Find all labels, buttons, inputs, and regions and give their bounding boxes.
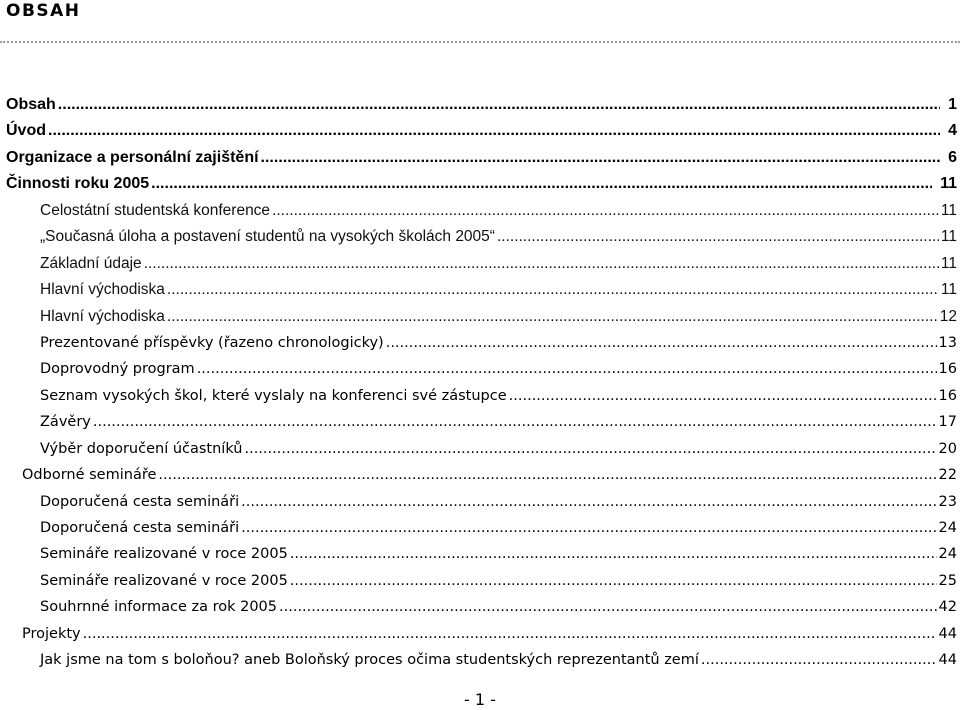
toc-entry-page-number: 11	[940, 281, 957, 299]
toc-entry-page-number: 16	[938, 361, 957, 378]
toc-entry[interactable]	[0, 330, 957, 356]
toc-dot-leader	[701, 647, 937, 673]
toc-entry-label: Projekty	[22, 625, 81, 642]
toc-entry[interactable]	[0, 568, 957, 594]
toc-entry-label: Semináře realizované v roce 2005	[40, 572, 288, 589]
toc-entry[interactable]	[0, 251, 957, 277]
toc-entry-label: Úvod	[6, 122, 46, 140]
toc-entry[interactable]	[0, 304, 957, 330]
toc-dot-leader	[151, 171, 932, 197]
toc-dot-leader	[241, 515, 936, 541]
toc-entry-page-number: 11	[940, 201, 957, 219]
toc-entry-label: Činnosti roku 2005	[6, 175, 150, 193]
toc-entry-label: Hlavní východiska	[40, 281, 165, 299]
toc-entry[interactable]	[0, 594, 957, 620]
toc-entry[interactable]	[0, 118, 957, 144]
toc-entry-page-number: 11	[940, 254, 957, 272]
toc-entry-label: Doporučená cesta semináři	[40, 520, 240, 536]
toc-dot-leader	[261, 145, 941, 171]
toc-entry-page-number: 22	[938, 467, 957, 484]
toc-entry-page-number: 23	[938, 493, 957, 510]
toc-dot-leader	[167, 304, 938, 330]
toc-entry-label: Obsah	[6, 96, 56, 113]
page-title: OBSAH	[6, 1, 81, 21]
toc-entry[interactable]	[0, 515, 957, 541]
toc-entry-label: Výběr doporučení účastníků	[40, 440, 243, 457]
toc-entry[interactable]	[0, 436, 957, 462]
toc-entry-page-number: 6	[948, 148, 957, 166]
toc-entry-page-number: 11	[940, 228, 957, 246]
toc-dot-leader	[167, 277, 939, 303]
toc-dot-leader	[83, 621, 937, 647]
toc-dot-leader	[279, 594, 937, 620]
toc-entry[interactable]	[0, 489, 957, 515]
toc-entry[interactable]	[0, 409, 957, 435]
toc-entry[interactable]	[0, 541, 957, 567]
toc-entry-label: Organizace a personální zajištění	[6, 148, 259, 166]
toc-entry-page-number: 16	[938, 387, 957, 404]
toc-dot-leader	[497, 224, 939, 250]
toc-entry[interactable]	[0, 621, 957, 647]
toc-dot-leader	[158, 462, 936, 488]
toc-entry-page-number: 20	[938, 440, 957, 457]
toc-entry-page-number: 24	[938, 520, 957, 536]
toc-entry[interactable]	[0, 383, 957, 409]
toc-entry[interactable]	[0, 356, 957, 382]
toc-entry[interactable]	[0, 92, 957, 118]
toc-entry-label: „Současná úloha a postavení studentů na vysokých školách 2005“	[40, 228, 495, 246]
toc-dot-leader	[48, 118, 940, 144]
toc-entry-label: Seznam vysokých škol, které vyslaly na konferenci své zástupce	[40, 387, 507, 404]
toc-entry-page-number: 11	[940, 175, 957, 193]
toc-dot-leader	[58, 92, 940, 118]
toc-dot-leader	[290, 568, 937, 594]
toc-entry[interactable]	[0, 198, 957, 224]
toc-entry[interactable]	[0, 171, 957, 197]
toc-entry-label: Souhrnné informace za rok 2005	[40, 599, 278, 616]
table-of-contents	[0, 92, 957, 674]
heading-divider	[0, 41, 960, 43]
toc-dot-leader	[290, 541, 937, 567]
toc-entry-page-number: 24	[938, 546, 957, 563]
toc-entry-label: Základní údaje	[40, 254, 142, 272]
toc-entry-label: Závěry	[40, 414, 91, 431]
toc-entry-page-number: 17	[938, 414, 957, 431]
toc-entry-page-number: 42	[938, 599, 957, 616]
toc-dot-leader	[509, 383, 937, 409]
toc-entry-page-number: 12	[939, 307, 957, 325]
toc-entry[interactable]	[0, 647, 957, 673]
toc-entry[interactable]	[0, 277, 957, 303]
toc-entry-page-number: 44	[938, 625, 957, 642]
toc-entry[interactable]	[0, 224, 957, 250]
toc-entry-page-number: 44	[938, 652, 957, 669]
toc-entry[interactable]	[0, 462, 957, 488]
toc-entry-label: Jak jsme na tom s boloňou? aneb Boloňský proces očima studentských reprezentantů zemí	[40, 652, 699, 669]
toc-entry-page-number: 4	[948, 122, 957, 140]
toc-entry-page-number: 13	[938, 334, 957, 351]
toc-dot-leader	[197, 356, 937, 382]
toc-entry-label: Doporučená cesta semináři	[40, 493, 240, 510]
toc-entry[interactable]	[0, 145, 957, 171]
toc-entry-page-number: 1	[948, 96, 957, 113]
toc-entry-label: Prezentované příspěvky (řazeno chronologicky)	[40, 334, 384, 351]
toc-entry-label: Doprovodný program	[40, 361, 195, 378]
toc-dot-leader	[272, 198, 939, 224]
toc-dot-leader	[93, 409, 937, 435]
toc-entry-label: Hlavní východiska	[40, 307, 165, 325]
page-number-footer: - 1 -	[464, 690, 496, 709]
toc-dot-leader	[144, 251, 939, 277]
toc-entry-label: Odborné semináře	[22, 467, 157, 484]
toc-dot-leader	[386, 330, 937, 356]
toc-entry-label: Semináře realizované v roce 2005	[40, 546, 288, 563]
toc-dot-leader	[244, 436, 936, 462]
toc-entry-page-number: 25	[938, 572, 957, 589]
toc-entry-label: Celostátní studentská konference	[40, 201, 271, 219]
toc-dot-leader	[241, 489, 936, 515]
